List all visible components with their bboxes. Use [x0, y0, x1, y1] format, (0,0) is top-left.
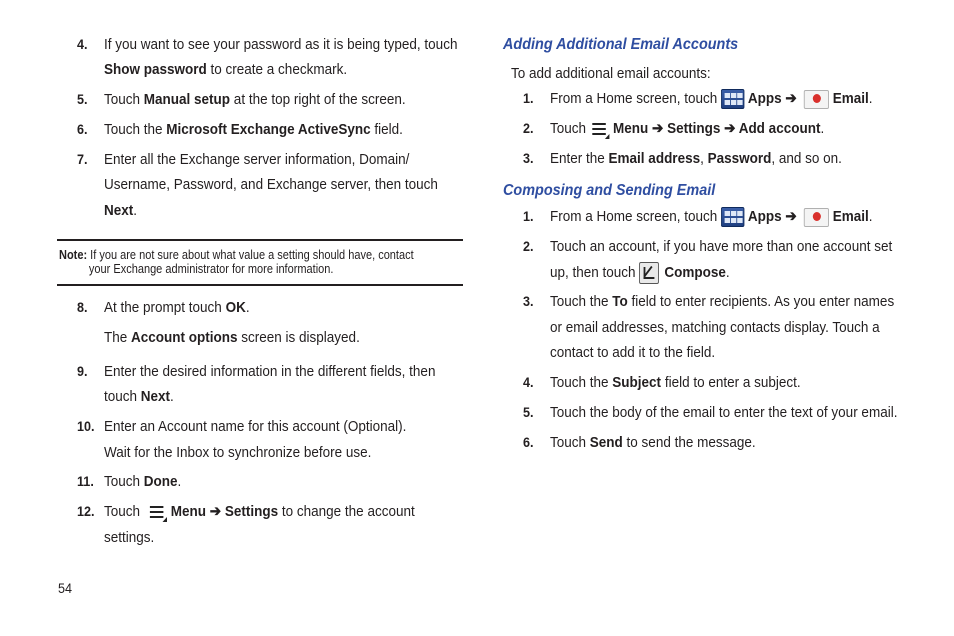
- menu-icon: [147, 502, 167, 522]
- intro-text: To add additional email accounts:: [511, 65, 711, 82]
- email-app-icon: [804, 208, 829, 227]
- compose-icon: [639, 262, 659, 284]
- section-heading-adding-accounts: Adding Additional Email Accounts: [503, 36, 739, 53]
- note-top-rule: [57, 239, 463, 241]
- apps-grid-icon: [721, 207, 744, 227]
- note-box: Note: If you are not sure about what value a setting should have, contact your Exchange administrator for more information.: [59, 248, 414, 276]
- apps-grid-icon: [721, 89, 744, 109]
- menu-icon: [590, 119, 610, 139]
- page-number: 54: [58, 580, 73, 596]
- show-password-label: Show password: [104, 61, 207, 78]
- note-bottom-rule: [57, 284, 463, 286]
- section-heading-composing: Composing and Sending Email: [503, 182, 716, 199]
- email-app-icon: [804, 90, 829, 109]
